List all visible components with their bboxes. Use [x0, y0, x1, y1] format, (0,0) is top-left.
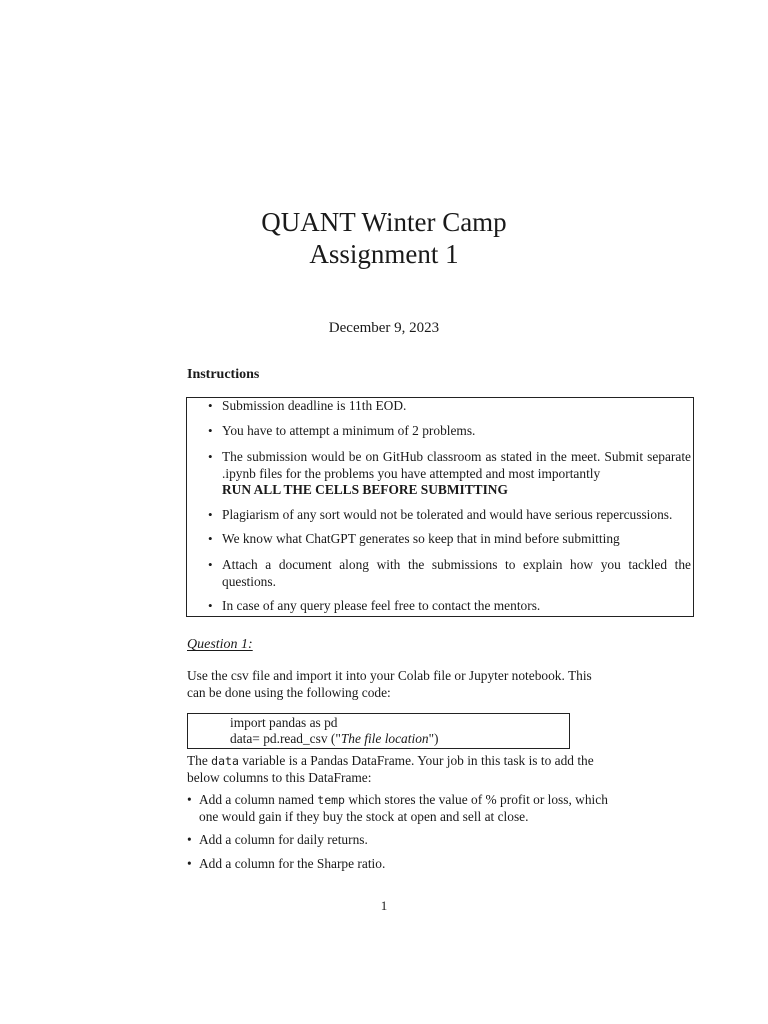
bullet-icon: • — [208, 557, 213, 572]
instructions-heading: Instructions — [187, 367, 260, 382]
document-title-line-2: Assignment 1 — [309, 239, 459, 269]
task-text-prefix: Add a column named — [199, 792, 318, 807]
dataframe-paragraph-prefix: The — [187, 753, 212, 768]
bullet-icon: • — [187, 792, 192, 807]
code-box — [187, 713, 570, 749]
bullet-icon: • — [208, 423, 213, 438]
dataframe-paragraph-suffix: variable is a Pandas DataFrame. Your job in this task is to add the below columns to this DataFrame: — [187, 753, 594, 785]
bullet-icon: • — [208, 449, 213, 464]
question-intro-paragraph: Use the csv file and import it into your Colab file or Jupyter notebook. This can be done using the following code: — [187, 668, 592, 700]
bullet-icon: • — [208, 531, 213, 546]
instruction-text: You have to attempt a minimum of 2 problems. — [222, 423, 476, 438]
code-line-2-prefix: data= pd.read_csv (" — [230, 731, 341, 746]
task-text — [199, 792, 609, 825]
instruction-text: The submission would be on GitHub classroom as stated in the meet. Submit separate .ipynb files for the problems you have attempted and most importantly — [222, 449, 691, 481]
document-title-line-1: QUANT Winter Camp — [261, 207, 507, 237]
bullet-icon: • — [208, 398, 213, 413]
bullet-icon: • — [208, 507, 213, 522]
instructions-box — [186, 397, 694, 617]
instruction-emphasis: RUN ALL THE CELLS BEFORE SUBMITTING — [222, 482, 508, 497]
instruction-text: We know what ChatGPT generates so keep that in mind before submitting — [222, 531, 620, 546]
temp-column-code: temp — [317, 793, 345, 807]
instruction-text: Plagiarism of any sort would not be tolerated and would have serious repercussions. — [222, 507, 673, 522]
code-line-2 — [230, 731, 439, 747]
instruction-text-block — [222, 449, 691, 499]
bullet-icon: • — [187, 832, 192, 847]
code-line-2-placeholder: The file location — [340, 731, 429, 746]
task-text-suffix: which stores the value of % profit or loss, which one would gain if they buy the stock at open and sell at close. — [199, 792, 608, 824]
code-line-1: import pandas as pd — [230, 715, 338, 730]
dataframe-paragraph — [187, 753, 607, 786]
bullet-icon: • — [187, 856, 192, 871]
document-date: December 9, 2023 — [328, 320, 440, 336]
instruction-text: Attach a document along with the submissions to explain how you tackled the questions. — [222, 557, 691, 589]
code-line-2-suffix: ") — [428, 731, 439, 746]
instruction-text: In case of any query please feel free to contact the mentors. — [222, 598, 541, 613]
page-number: 1 — [380, 898, 388, 913]
bullet-icon: • — [208, 598, 213, 613]
data-variable-code: data — [211, 754, 239, 768]
task-text: Add a column for daily returns. — [199, 832, 368, 847]
task-text: Add a column for the Sharpe ratio. — [199, 856, 386, 871]
question-1-heading: Question 1: — [187, 637, 253, 652]
instruction-text: Submission deadline is 11th EOD. — [222, 398, 407, 413]
